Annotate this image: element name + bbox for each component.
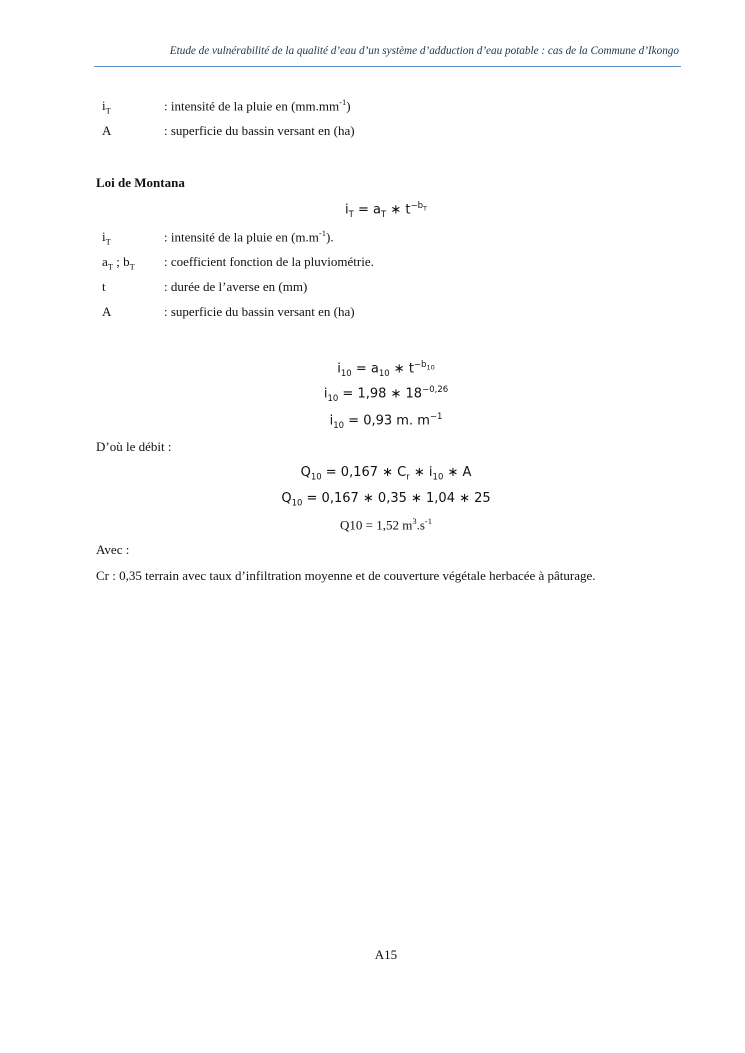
definition-symbol: t [102,279,106,294]
running-header: Etude de vulnérabilité de la qualité d’eau d’un système d’adduction d’eau potable : cas de la Commune d’Ikongo [169,45,679,57]
definition-symbol: $a_T$ ; $b_T$ [102,254,135,272]
definition-row-iT [102,97,351,116]
definition-symbol: $i_T$ [102,229,111,247]
equation-i10-numeric: $i_{10} = 1,98$ ∗ $18^{-0,26}$ [323,385,449,404]
definition-row-aT-bT [102,254,374,272]
page-number: A15 [374,947,398,962]
definition-text: : intensité de la pluie en $(m.m^{-1})$. [164,228,334,245]
definition-symbol: A [102,304,112,319]
definition-text: : intensité de la pluie en $(mm.mm^{-1})$ [164,97,351,114]
section-heading-montana: Loi de Montana [96,175,185,190]
definition-symbol: A [102,123,112,138]
definition-row-iT-montana [102,228,334,247]
definition-row-A [102,123,355,139]
debit-intro: D’où le débit : [96,439,172,454]
equation-q10-result: Q10 = 1,52 $m^3.s^{-1}$ [340,516,432,533]
definition-text: : superficie du bassin versant en (ha) [164,304,355,319]
cr-note: Cr : 0,35 terrain avec taux d’infiltration moyenne et de couverture végétale herbacée à pâturage. [96,568,596,583]
definition-text: : durée de l’averse en (mm) [164,279,308,294]
equation-i10-general: $i_{10} = a_{10}$ ∗ $t^{-b_{10}}$ [337,360,435,379]
header-rule [94,66,681,67]
montana-formula: $i_T = a_T$ ∗ $t^{-b_T}$ [345,201,427,220]
definition-text: : coefficient fonction de la pluviométrie. [164,254,374,269]
definition-row-t [102,279,307,295]
equation-i10-result: $i_{10} = 0,93$ m. $m^{-1}$ [329,412,443,431]
equation-q10-numeric: $Q_{10} = 0,167$ ∗ 0,35 ∗ 1,04 ∗ 25 [281,491,491,509]
definition-text: : superficie du bassin versant en (ha) [164,123,355,138]
definition-row-A-montana [102,304,355,320]
equation-q10-general: $Q_{10} = 0,167$ ∗ $C_r$ ∗ $i_{10}$ ∗ A [300,465,472,483]
avec-label: Avec : [96,542,130,557]
definition-symbol: $i_T$ [102,98,111,116]
